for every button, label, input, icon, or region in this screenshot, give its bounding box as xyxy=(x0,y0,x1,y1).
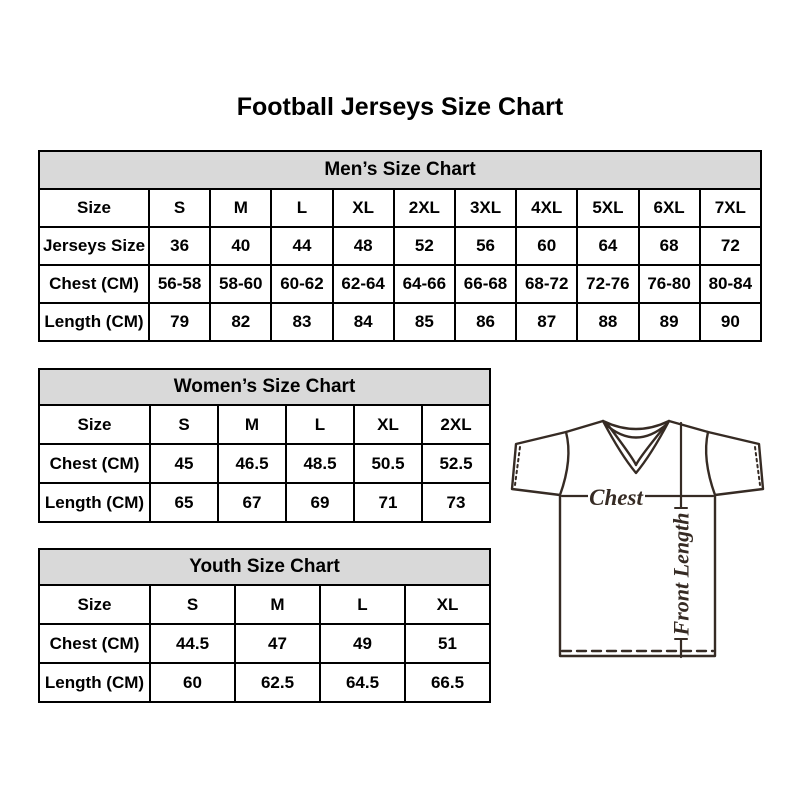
table-cell: 2XL xyxy=(422,405,490,444)
youth-size-table xyxy=(38,548,491,703)
table-cell: 44 xyxy=(271,227,332,265)
table-cell: 60-62 xyxy=(271,265,332,303)
table-cell: 51 xyxy=(405,624,490,663)
table-cell: 52 xyxy=(394,227,455,265)
table-cell: 5XL xyxy=(577,189,638,227)
womens-size-table xyxy=(38,368,491,523)
jersey-diagram-svg xyxy=(505,410,770,664)
row-header-cell: Size xyxy=(39,585,150,624)
chest-label: Chest xyxy=(589,485,643,510)
collar-band-top xyxy=(603,421,669,429)
table-cell: 88 xyxy=(577,303,638,341)
table-title: Youth Size Chart xyxy=(39,549,490,585)
table-cell: 72-76 xyxy=(577,265,638,303)
table-cell: 6XL xyxy=(639,189,700,227)
table-cell: 47 xyxy=(235,624,320,663)
row-header-cell: Chest (CM) xyxy=(39,265,149,303)
row-header-cell: Length (CM) xyxy=(39,483,150,522)
table-cell: 82 xyxy=(210,303,271,341)
right-raglan-seam xyxy=(706,432,715,495)
table-cell: M xyxy=(218,405,286,444)
table-cell: 71 xyxy=(354,483,422,522)
table-cell: 40 xyxy=(210,227,271,265)
table-cell: 7XL xyxy=(700,189,761,227)
table-row xyxy=(39,405,490,444)
table-cell: 3XL xyxy=(455,189,516,227)
table-row xyxy=(39,483,490,522)
table-cell: 4XL xyxy=(516,189,577,227)
table-cell: 66-68 xyxy=(455,265,516,303)
table-cell: 72 xyxy=(700,227,761,265)
table-cell: S xyxy=(150,585,235,624)
row-header-cell: Chest (CM) xyxy=(39,444,150,483)
table-row xyxy=(39,585,490,624)
table-cell: 48 xyxy=(333,227,394,265)
table-cell: 62-64 xyxy=(333,265,394,303)
table-cell: 56-58 xyxy=(149,265,210,303)
table-cell: 58-60 xyxy=(210,265,271,303)
table-row xyxy=(39,265,761,303)
table-cell: 62.5 xyxy=(235,663,320,702)
front-length-label: Front Length xyxy=(668,512,694,636)
row-header-cell: Chest (CM) xyxy=(39,624,150,663)
table-cell: 69 xyxy=(286,483,354,522)
row-header-cell: Length (CM) xyxy=(39,303,149,341)
table-cell: 60 xyxy=(150,663,235,702)
jersey-outline xyxy=(512,421,763,656)
table-title-row xyxy=(39,549,490,585)
table-cell: 64-66 xyxy=(394,265,455,303)
table-row xyxy=(39,624,490,663)
table-row xyxy=(39,189,761,227)
table-cell: 44.5 xyxy=(150,624,235,663)
table-cell: 68-72 xyxy=(516,265,577,303)
table-cell: 60 xyxy=(516,227,577,265)
mens-size-table xyxy=(38,150,762,342)
table-cell: 89 xyxy=(639,303,700,341)
table-cell: 56 xyxy=(455,227,516,265)
table-cell: XL xyxy=(405,585,490,624)
table-cell: L xyxy=(286,405,354,444)
row-header-cell: Size xyxy=(39,405,150,444)
table-row xyxy=(39,227,761,265)
table-cell: 48.5 xyxy=(286,444,354,483)
table-cell: L xyxy=(320,585,405,624)
page-title: Football Jerseys Size Chart xyxy=(236,93,564,121)
table-title: Men’s Size Chart xyxy=(39,151,761,189)
table-cell: 68 xyxy=(639,227,700,265)
table-cell: 90 xyxy=(700,303,761,341)
table-row xyxy=(39,303,761,341)
table-cell: 80-84 xyxy=(700,265,761,303)
left-raglan-seam xyxy=(560,432,568,495)
table-cell: 36 xyxy=(149,227,210,265)
table-cell: L xyxy=(271,189,332,227)
table-cell: 50.5 xyxy=(354,444,422,483)
table-cell: 64.5 xyxy=(320,663,405,702)
table-cell: 2XL xyxy=(394,189,455,227)
table-cell: 84 xyxy=(333,303,394,341)
table-cell: 66.5 xyxy=(405,663,490,702)
table-cell: 67 xyxy=(218,483,286,522)
table-title: Women’s Size Chart xyxy=(39,369,490,405)
table-cell: 49 xyxy=(320,624,405,663)
table-cell: 76-80 xyxy=(639,265,700,303)
table-cell: 79 xyxy=(149,303,210,341)
table-cell: XL xyxy=(354,405,422,444)
table-cell: M xyxy=(235,585,320,624)
table-cell: 73 xyxy=(422,483,490,522)
table-row xyxy=(39,663,490,702)
row-header-cell: Jerseys Size xyxy=(39,227,149,265)
table-row xyxy=(39,444,490,483)
table-cell: 64 xyxy=(577,227,638,265)
row-header-cell: Size xyxy=(39,189,149,227)
table-cell: 83 xyxy=(271,303,332,341)
table-cell: XL xyxy=(333,189,394,227)
table-cell: 46.5 xyxy=(218,444,286,483)
table-cell: 45 xyxy=(150,444,218,483)
row-header-cell: Length (CM) xyxy=(39,663,150,702)
table-cell: 52.5 xyxy=(422,444,490,483)
table-cell: 87 xyxy=(516,303,577,341)
table-cell: 85 xyxy=(394,303,455,341)
table-title-row xyxy=(39,151,761,189)
table-cell: 65 xyxy=(150,483,218,522)
table-cell: S xyxy=(150,405,218,444)
table-cell: M xyxy=(210,189,271,227)
table-cell: 86 xyxy=(455,303,516,341)
table-cell: S xyxy=(149,189,210,227)
table-title-row xyxy=(39,369,490,405)
jersey-measurement-diagram xyxy=(505,410,770,664)
